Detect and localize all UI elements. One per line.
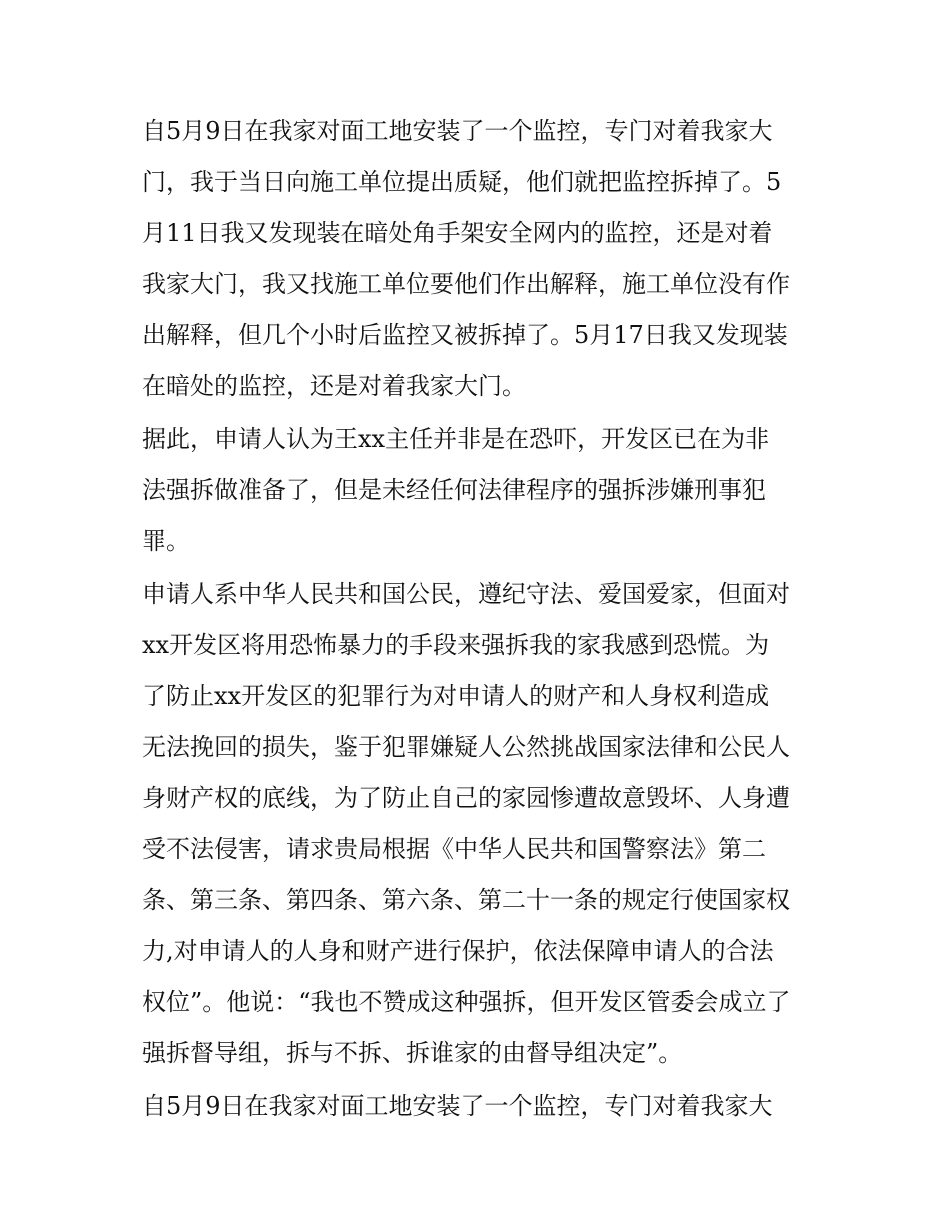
text-line: 月11日我又发现装在暗处角手架安全网内的监控，还是对着 [142, 219, 773, 247]
paragraph-surveillance-repeat [142, 1081, 822, 1132]
text-line: 自5月9日在我家对面工地安装了一个监控，专门对着我家大 [142, 1092, 773, 1120]
text-line: 了防止xx开发区的犯罪行为对申请人的财产和人身权利造成 [142, 682, 770, 710]
text-line: 受不法侵害，请求贵局根据《中华人民共和国警察法》第二 [142, 835, 766, 863]
paragraph-conclusion [142, 414, 822, 567]
text-line: 申请人系中华人民共和国公民，遵纪守法、爱国爱家，但面对 [142, 580, 790, 608]
text-line: 自5月9日在我家对面工地安装了一个监控，专门对着我家大 [142, 117, 773, 145]
text-line: 我家大门，我又找施工单位要他们作出解释，施工单位没有作 [142, 270, 790, 298]
text-line: 无法挽回的损失，鉴于犯罪嫌疑人公然挑战国家法律和公民人 [142, 733, 790, 761]
text-line: 权位”。他说：“我也不赞成这种强拆，但开发区管委会成立了 [142, 988, 791, 1016]
text-line: 出解释，但几个小时后监控又被拆掉了。5月17日我又发现装 [142, 321, 788, 349]
text-line: 门，我于当日向施工单位提出质疑，他们就把监控拆掉了。5 [142, 168, 782, 196]
text-line: 据此，申请人认为王xx主任并非是在恐吓，开发区已在为非 [142, 425, 770, 453]
text-line: 力,对申请人的人身和财产进行保护，依法保障申请人的合法 [142, 937, 774, 965]
document-body [142, 106, 822, 1132]
text-line: 强拆督导组，拆与不拆、拆谁家的由督导组决定”。 [142, 1039, 683, 1067]
text-line: xx开发区将用恐怖暴力的手段来强拆我的家我感到恐慌。为 [142, 631, 770, 659]
text-line: 在暗处的监控，还是对着我家大门。 [142, 372, 526, 400]
text-line: 身财产权的底线，为了防止自己的家园惨遭故意毁坏、人身遭 [142, 784, 790, 812]
paragraph-request [142, 569, 822, 1079]
text-line: 罪。 [142, 527, 190, 555]
text-line: 法强拆做准备了，但是未经任何法律程序的强拆涉嫌刑事犯 [142, 476, 766, 504]
paragraph-surveillance [142, 106, 822, 412]
text-line: 条、第三条、第四条、第六条、第二十一条的规定行使国家权 [142, 886, 790, 914]
